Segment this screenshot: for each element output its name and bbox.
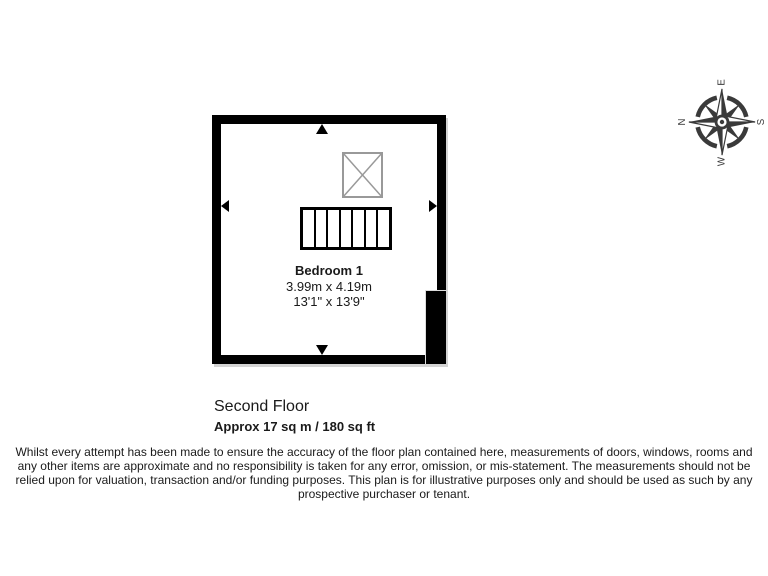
compass-label-west: W	[716, 156, 728, 167]
disclaimer-line: Whilst every attempt has been made to ensure the accuracy of the floor plan contained here, measurements of doors, windows, rooms and	[15, 445, 753, 459]
compass-hub-dot	[720, 120, 724, 124]
disclaimer-line: any other items are approximate and no responsibility is taken for any error, omission, or mis-statement. The measurements should not be	[17, 459, 751, 473]
room-size-imperial: 13'1" x 13'9"	[293, 294, 365, 309]
wall-marker-left-icon	[221, 200, 229, 212]
stair-tread	[328, 210, 341, 247]
stair-tread	[341, 210, 354, 247]
stair-tread	[366, 210, 379, 247]
room-label	[221, 263, 437, 310]
stair-tread	[303, 210, 316, 247]
staircase	[300, 207, 392, 250]
stair-tread	[316, 210, 329, 247]
disclaimer-line: relied upon for valuation, transaction and/or funding purposes. This plan is for illustrative purposes only and should be used as such by any	[15, 473, 753, 487]
compass-label-south: S	[756, 118, 768, 126]
chimney-block	[425, 290, 446, 364]
room-bedroom-1	[212, 115, 446, 364]
room-size-metric: 3.99m x 4.19m	[286, 278, 372, 294]
stair-tread	[378, 210, 389, 247]
room-name: Bedroom 1	[295, 263, 363, 278]
compass-label-north: N	[676, 118, 688, 126]
compass-label-east: E	[716, 79, 728, 86]
wall-marker-up-icon	[316, 124, 328, 134]
compass-rose-icon	[676, 76, 768, 168]
floor-area: Approx 17 sq m / 180 sq ft	[214, 419, 376, 434]
compass-rose	[676, 76, 768, 168]
skylight-icon	[342, 152, 383, 198]
disclaimer-line: prospective purchaser or tenant.	[297, 487, 471, 501]
disclaimer	[0, 445, 768, 501]
wall-marker-down-icon	[316, 345, 328, 355]
wall-marker-right-icon	[429, 200, 437, 212]
stair-tread	[353, 210, 366, 247]
floor-title: Second Floor	[214, 398, 310, 415]
